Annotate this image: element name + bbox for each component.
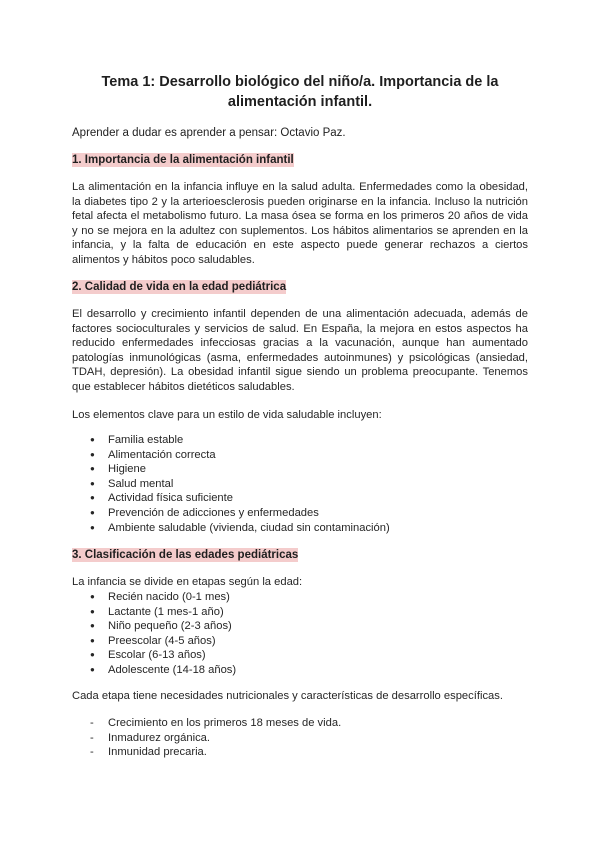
- list-item: ● Alimentación correcta: [90, 448, 390, 463]
- list-item: ● Escolar (6-13 años): [90, 648, 236, 663]
- title-line-2: alimentación infantil.: [227, 94, 373, 110]
- list-item: ● Familia estable: [90, 433, 390, 448]
- title-line-1: Tema 1: Desarrollo biológico del niño/a. Importancia de la: [101, 74, 499, 90]
- list-item: ● Ambiente saludable (vivienda, ciudad sin contaminación): [90, 521, 390, 536]
- list-item: ● Salud mental: [90, 477, 390, 492]
- list-item: ● Preescolar (4-5 años): [90, 634, 236, 649]
- section-1-heading-text: 1. Importancia de la alimentación infantil: [72, 154, 294, 166]
- document-title: [72, 72, 528, 112]
- list-item: ● Prevención de adicciones y enfermedades: [90, 506, 390, 521]
- list-item: ● Recién nacido (0-1 mes): [90, 590, 236, 605]
- section-3-heading: [72, 548, 298, 562]
- list-item: ● Higiene: [90, 462, 390, 477]
- epigraph-quote: Aprender a dudar es aprender a pensar: Octavio Paz.: [72, 127, 346, 139]
- section-2-heading: [72, 280, 286, 294]
- section-3-intro: La infancia se divide en etapas según la edad:: [72, 576, 303, 588]
- list-item: ● Niño pequeño (2-3 años): [90, 619, 236, 634]
- list-item: ● Adolescente (14-18 años): [90, 663, 236, 678]
- section-1-heading: [72, 153, 294, 167]
- section-2-paragraph: El desarrollo y crecimiento infantil dependen de una alimentación adecuada, además de factores socioculturales y servicios de salud. En España, la mejora en estos aspectos ha reducido enfermedades infecciosas gracias a la vacunación, aunque han aumentado patologías inmunológicas (asma, enfermedades autoinmunes) y psicológicas (ansiedad, TDAH, depresión). La obesidad infantil sigue siendo un problema preocupante. Tenemos que establecer hábitos dietéticos saludables.: [72, 308, 528, 393]
- section-1-paragraph: La alimentación en la infancia influye en la salud adulta. Enfermedades como la obesidad, la diabetes tipo 2 y la arterioesclerosis pueden originarse en la infancia. Incluso la nutrición fetal afecta el metabolismo futuro. La masa ósea se forma en los primeros 20 años de vida y no se mejora en la adultez con suplementos. Los hábitos alimentarios se aprenden en la infancia, y la falta de educación en este aspecto puede generar rechazos a ciertos alimentos y hábitos poco saludables.: [72, 181, 528, 266]
- list-item: - Inmadurez orgánica.: [90, 731, 341, 746]
- section-3-closing: Cada etapa tiene necesidades nutricionales y características de desarrollo específicas.: [72, 690, 503, 702]
- pediatric-ages-list: [90, 590, 236, 678]
- section-2-heading-text: 2. Calidad de vida en la edad pediátrica: [72, 281, 287, 293]
- list-item: ● Actividad física suficiente: [90, 491, 390, 506]
- section-2-intro: Los elementos clave para un estilo de vida saludable incluyen:: [72, 409, 382, 421]
- dash-list: [90, 716, 341, 760]
- list-item: - Crecimiento en los primeros 18 meses de vida.: [90, 716, 341, 731]
- list-item: - Inmunidad precaria.: [90, 745, 341, 760]
- healthy-lifestyle-list: [90, 433, 390, 535]
- section-3-heading-text: 3. Clasificación de las edades pediátricas: [72, 549, 299, 561]
- list-item: ● Lactante (1 mes-1 año): [90, 605, 236, 620]
